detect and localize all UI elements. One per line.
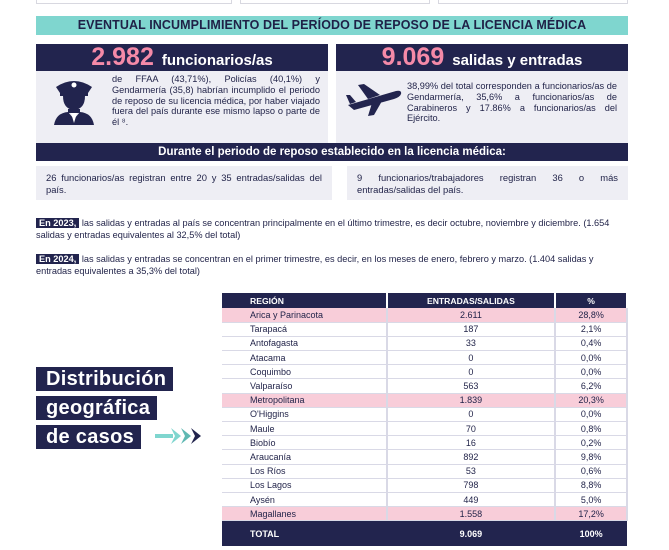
pct-cell: 0,0% [555,351,627,365]
region-cell: Los Lagos [222,478,387,492]
count-cell: 53 [387,464,556,478]
table-row [222,379,627,393]
count-cell: 0 [387,365,556,379]
stat-box-36-plus [347,166,628,200]
trips-panel-header [336,44,628,71]
column-header-count: ENTRADAS/SALIDAS [387,293,556,308]
count-cell: 0 [387,407,556,421]
region-cell: Biobío [222,436,387,450]
region-cell: Atacama [222,351,387,365]
year-2024-text: las salidas y entradas se concentran en el primer trimestre, es decir, en los meses de enero, febrero y marzo. (1.404 salidas y entradas equivalentes a 35,3% del total) [36,254,594,276]
table-row [222,407,627,421]
trips-description: 38,99% del total corresponden a funcionarios/as de Gendarmería, 35,6% a funcionarios/as de Carabineros y 17.86% a funcionarios/as del Ejército. [407,81,617,124]
pct-cell: 9,8% [555,450,627,464]
pct-cell: 6,2% [555,379,627,393]
pct-cell: 0,0% [555,407,627,421]
count-cell: 1.558 [387,507,556,521]
region-cell: O'Higgins [222,407,387,421]
table-row [222,507,627,521]
count-cell: 2.611 [387,308,556,322]
region-cell: Los Ríos [222,464,387,478]
table-row [222,422,627,436]
count-cell: 563 [387,379,556,393]
stat-box-20-35 [36,166,332,200]
pct-cell: 2,1% [555,322,627,336]
officials-panel-header [36,44,328,71]
rest-period-heading: Durante el periodo de reposo establecido en la licencia médica: [36,143,628,161]
column-header-pct: % [555,293,627,308]
table-row [222,464,627,478]
page-title: EVENTUAL INCUMPLIMIENTO DEL PERÍODO DE REPOSO DE LA LICENCIA MÉDICA [36,16,628,35]
distribution-label-line-2: geográfica [36,396,157,420]
table-row [222,492,627,506]
year-2024-label: En 2024, [36,254,79,264]
table-row [222,351,627,365]
count-cell: 798 [387,478,556,492]
double-arrow-icon [155,426,207,446]
year-2023-note [36,217,628,241]
total-count: 9.069 [387,521,556,546]
trips-count: 9.069 [381,43,445,71]
table-header-row [222,293,627,308]
table-row [222,450,627,464]
table-row [222,336,627,350]
count-cell: 70 [387,422,556,436]
region-cell: Arica y Parinacota [222,308,387,322]
count-cell: 187 [387,322,556,336]
table-row [222,478,627,492]
count-cell: 449 [387,492,556,506]
region-cell: Magallanes [222,507,387,521]
region-cell: Valparaíso [222,379,387,393]
total-label: TOTAL [222,521,387,546]
table-row [222,365,627,379]
count-cell: 892 [387,450,556,464]
table-row [222,393,627,407]
region-cell: Araucanía [222,450,387,464]
trips-panel [336,44,628,150]
pct-cell: 0,4% [555,336,627,350]
top-strip-middle [240,0,430,4]
count-cell: 0 [387,351,556,365]
region-cell: Maule [222,422,387,436]
pct-cell: 0,8% [555,422,627,436]
officials-panel [36,44,328,150]
year-2024-note [36,253,628,277]
distribution-label-line-1: Distribución [36,367,173,391]
count-cell: 33 [387,336,556,350]
column-header-region: REGIÓN [222,293,387,308]
pct-cell: 5,0% [555,492,627,506]
top-strip-right [438,0,628,4]
stat-20-35-text: 26 funcionarios/as registran entre 20 y 35 entradas/salidas del país. [46,172,322,195]
region-cell: Metropolitana [222,393,387,407]
regions-table [222,293,628,546]
officials-unit: funcionarios/as [161,52,273,69]
region-cell: Coquimbo [222,365,387,379]
pct-cell: 0,0% [555,365,627,379]
table-total-row [222,521,627,546]
pct-cell: 8,8% [555,478,627,492]
total-pct: 100% [555,521,627,546]
distribution-label-line-3: de casos [36,425,141,449]
count-cell: 1.839 [387,393,556,407]
region-cell: Tarapacá [222,322,387,336]
pct-cell: 20,3% [555,393,627,407]
table-row [222,436,627,450]
officials-count: 2.982 [91,43,154,71]
count-cell: 16 [387,436,556,450]
year-2023-text: las salidas y entradas al país se concentran principalmente en el último trimestre, es decir octubre, noviembre y diciembre. (1.654 salidas y entradas equivalentes al 32,5% del total) [36,218,610,240]
police-officer-icon [50,75,98,125]
pct-cell: 0,6% [555,464,627,478]
pct-cell: 28,8% [555,308,627,322]
airplane-icon [346,83,402,117]
year-2023-label: En 2023, [36,218,79,228]
table-row [222,308,627,322]
officials-description: de FFAA (43,71%), Policías (40,1%) y Gendarmería (35,8) habrían incumplido el periodo de reposo de su licencia médica, por haber viajado fuera del país durante ese mismo lapso o parte de él ⁸. [112,74,320,128]
pct-cell: 17,2% [555,507,627,521]
trips-unit: salidas y entradas [452,52,583,69]
pct-cell: 0,2% [555,436,627,450]
region-cell: Aysén [222,492,387,506]
top-strip-left [36,0,232,4]
stat-36-plus-text: 9 funcionarios/trabajadores registran 36 o más entradas/salidas del país. [357,172,618,195]
table-row [222,322,627,336]
region-cell: Antofagasta [222,336,387,350]
